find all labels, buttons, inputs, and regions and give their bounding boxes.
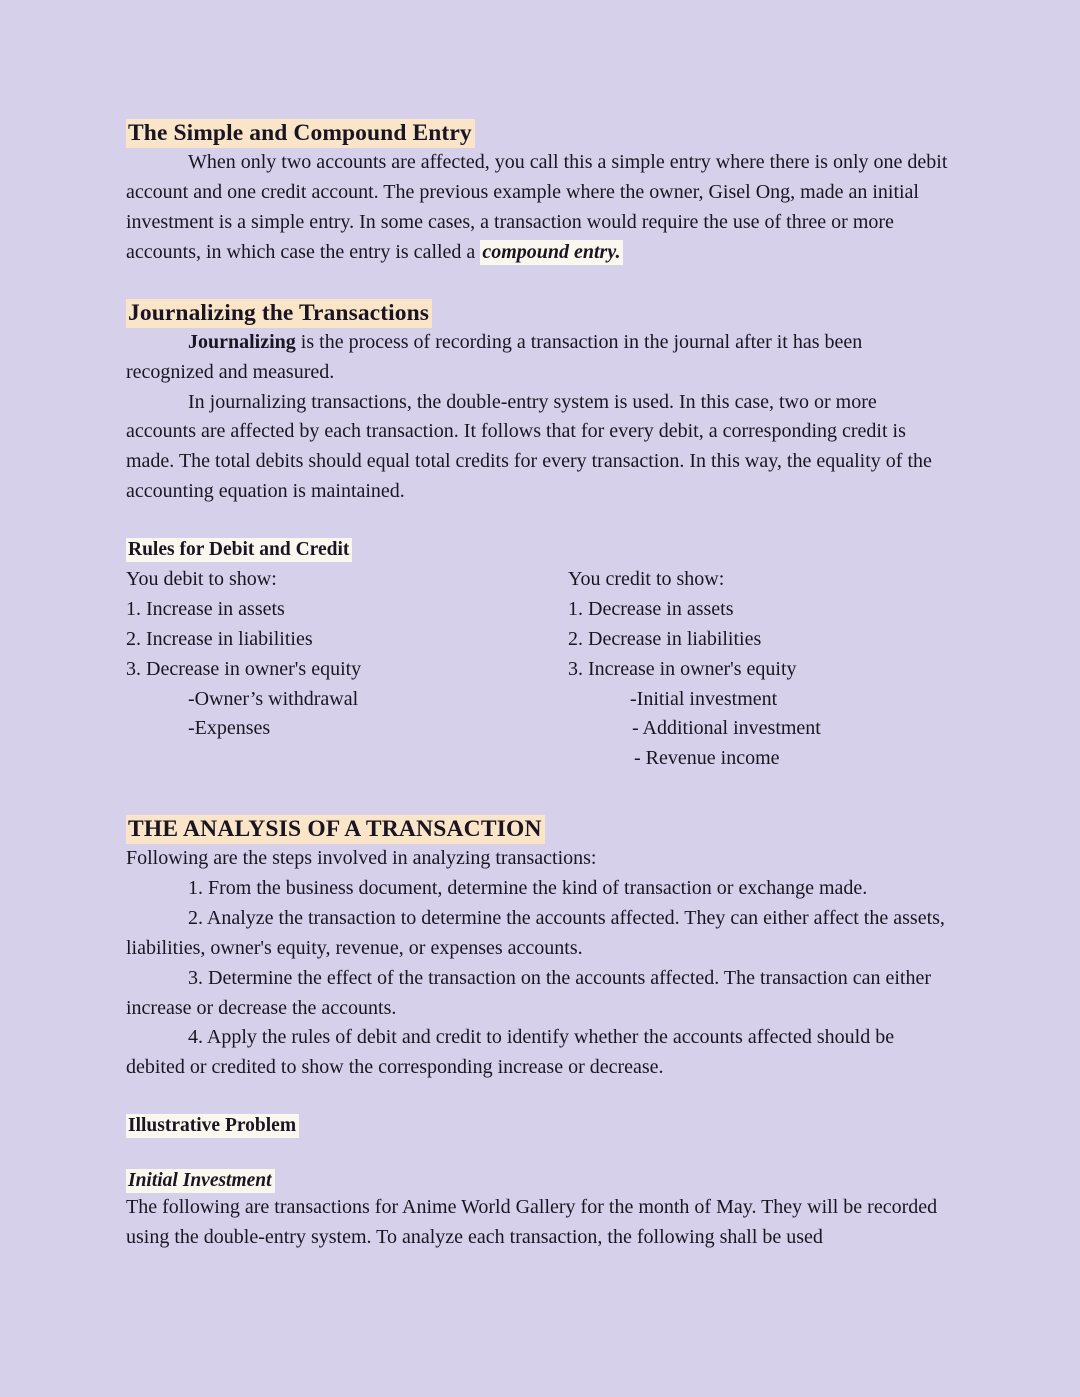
rules-credit-subitem-3: - Revenue income	[634, 747, 780, 770]
paragraph-analysis-intro: Following are the steps involved in analyzing transactions:	[126, 847, 597, 870]
rules-debit-intro: You debit to show:	[126, 568, 277, 591]
paragraph-journalizing-definition	[126, 328, 950, 388]
paragraph-initial-investment: The following are transactions for Anime World Gallery for the month of May. They will be recorded using the double-entry system. To analyze each transaction, the following shall be used	[126, 1195, 938, 1248]
rules-credit-intro: You credit to show:	[568, 568, 725, 591]
rules-credit-item-2: 2. Decrease in liabilities	[568, 628, 762, 650]
heading-simple-compound-entry-text: The Simple and Compound Entry	[126, 119, 475, 148]
rules-debit-subitem-1: -Owner’s withdrawal	[188, 687, 359, 710]
heading-illustrative-problem	[126, 1113, 950, 1138]
heading-initial-investment-text: Initial Investment	[126, 1169, 275, 1193]
section-spacer	[126, 774, 950, 814]
paragraph-journalizing-double-entry: In journalizing transactions, the double-entry system is used. In this case, two or more accounts are affected by each transaction. It follows that for every debit, a corresponding credit is made. The total debits should equal total credits for every transaction. In this way, the equality of the accounting equation is maintained.	[126, 390, 932, 503]
section-spacer	[126, 1083, 950, 1113]
section-spacer	[126, 1139, 950, 1168]
rules-debit-item-2: 2. Increase in liabilities	[126, 628, 313, 650]
rules-debit-subitem-2: -Expenses	[188, 717, 271, 740]
rules-debit-item-3: 3. Decrease in owner's equity	[126, 657, 362, 680]
section-spacer	[126, 507, 950, 537]
heading-illustrative-problem-text: Illustrative Problem	[126, 1114, 299, 1138]
rules-debit-column	[126, 565, 568, 774]
heading-analysis-of-transaction	[126, 814, 950, 844]
rules-credit-subitem-2: - Additional investment	[632, 717, 821, 740]
paragraph-analysis-step-4: 4. Apply the rules of debit and credit to identify whether the accounts affected should be debited or credited to show the corresponding increase or decrease.	[126, 1026, 895, 1079]
heading-journalizing-transactions	[126, 298, 950, 328]
heading-simple-compound-entry	[126, 118, 950, 148]
paragraph-analysis-step-3: 3. Determine the effect of the transaction on the accounts affected. The transaction can either increase or decrease the accounts.	[126, 966, 932, 1019]
rules-credit-item-3: 3. Increase in owner's equity	[568, 657, 797, 680]
paragraph-simple-compound-entry-emphasis: compound entry.	[480, 240, 623, 265]
paragraph-analysis-step-1: 1. From the business document, determine the kind of transaction or exchange made.	[188, 876, 868, 899]
paragraph-simple-compound-entry	[126, 148, 950, 268]
section-spacer	[126, 268, 950, 298]
paragraph-journalizing-definition-rest: is the process of recording a transaction in the journal after it has been recognized and measured.	[126, 330, 863, 383]
rules-two-column-layout	[126, 565, 950, 774]
heading-rules-debit-credit	[126, 537, 950, 562]
heading-analysis-of-transaction-text: THE ANALYSIS OF A TRANSACTION	[126, 815, 545, 844]
heading-initial-investment	[126, 1168, 950, 1193]
paragraph-simple-compound-entry-lead: When only two accounts are affected, you call this a simple entry where there is only one debit account and one credit account. The previous example where the owner, Gisel Ong, made an initial investment is a simple entry. In some cases, a transaction would require the use of three or more accounts, in which case the entry is called a	[126, 151, 948, 263]
rules-debit-item-1: 1. Increase in assets	[126, 598, 285, 621]
rules-credit-item-1: 1. Decrease in assets	[568, 598, 734, 621]
heading-journalizing-transactions-text: Journalizing the Transactions	[126, 299, 432, 328]
paragraph-analysis-step-2: 2. Analyze the transaction to determine the accounts affected. They can either affect the assets, liabilities, owner's equity, revenue, or expenses accounts.	[126, 906, 945, 959]
rules-credit-column	[568, 565, 950, 774]
heading-rules-debit-credit-text: Rules for Debit and Credit	[126, 538, 352, 562]
paragraph-journalizing-bold-lead: Journalizing	[188, 330, 296, 353]
rules-credit-subitem-1: -Initial investment	[630, 687, 778, 710]
